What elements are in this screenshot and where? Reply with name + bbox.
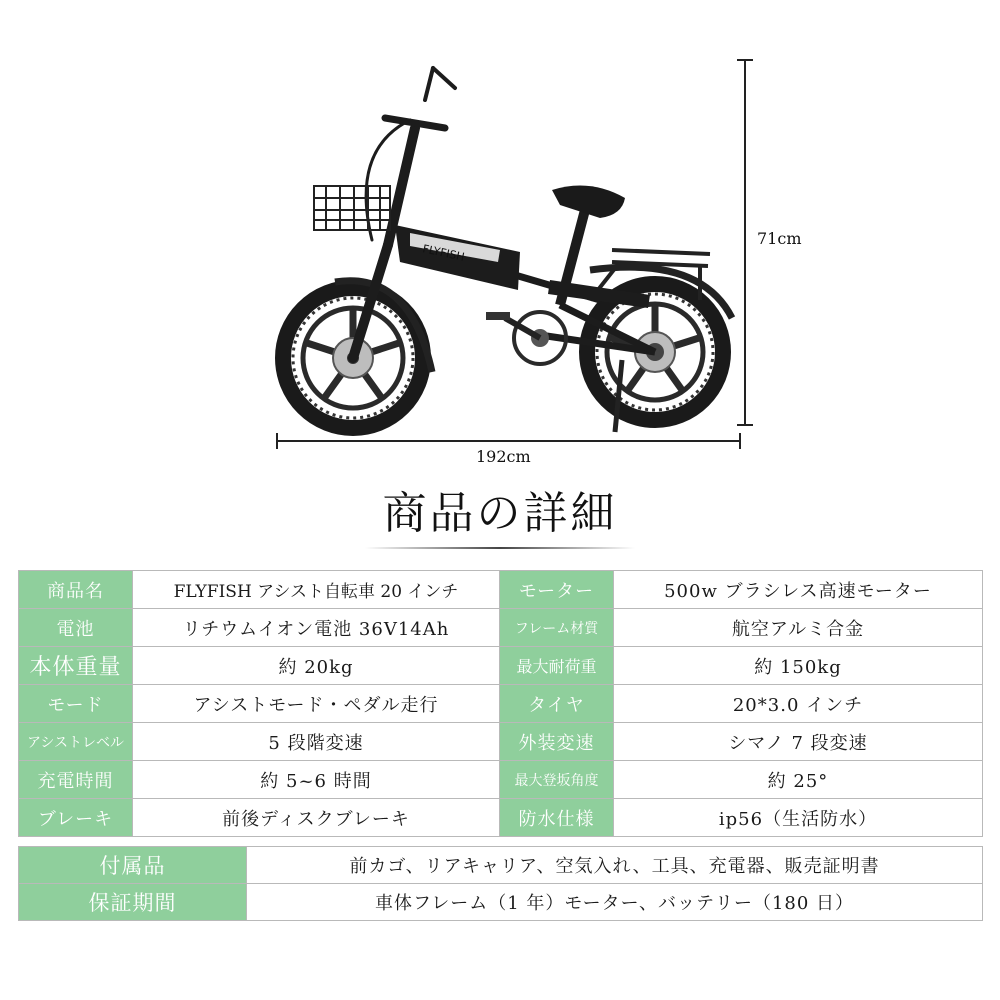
spec-label: モーター bbox=[500, 571, 614, 609]
table-row bbox=[19, 609, 983, 647]
spec-label: 外装変速 bbox=[500, 723, 614, 761]
spec-label: 充電時間 bbox=[19, 761, 133, 799]
title-divider bbox=[365, 547, 635, 549]
table-row bbox=[19, 571, 983, 609]
extras-label: 保証期間 bbox=[19, 884, 247, 921]
spec-value: アシストモード・ペダル走行 bbox=[133, 685, 500, 723]
spec-value: 約 5~6 時間 bbox=[133, 761, 500, 799]
spec-label: 防水仕様 bbox=[500, 799, 614, 837]
table-row bbox=[19, 723, 983, 761]
spec-value: 500w ブラシレス高速モーター bbox=[614, 571, 983, 609]
length-dimension-label: 192cm bbox=[476, 447, 531, 466]
spec-label: 本体重量 bbox=[19, 647, 133, 685]
spec-value: 約 20kg bbox=[133, 647, 500, 685]
spec-value: 航空アルミ合金 bbox=[614, 609, 983, 647]
extras-value: 前カゴ、リアキャリア、空気入れ、工具、充電器、販売証明書 bbox=[247, 847, 983, 884]
spec-value: FLYFISH アシスト自転車 20 インチ bbox=[133, 571, 500, 609]
table-row bbox=[19, 685, 983, 723]
product-figure bbox=[0, 0, 1000, 470]
spec-value: シマノ 7 段変速 bbox=[614, 723, 983, 761]
spec-value: 約 150kg bbox=[614, 647, 983, 685]
table-row bbox=[19, 799, 983, 837]
spec-label: 最大登坂角度 bbox=[500, 761, 614, 799]
spec-value: 20*3.0 インチ bbox=[614, 685, 983, 723]
spec-label: 電池 bbox=[19, 609, 133, 647]
spec-label: タイヤ bbox=[500, 685, 614, 723]
spec-value: リチウムイオン電池 36V14Ah bbox=[133, 609, 500, 647]
spec-value: ip56（生活防水） bbox=[614, 799, 983, 837]
spec-label: アシストレベル bbox=[19, 723, 133, 761]
table-row bbox=[19, 884, 983, 921]
spec-label: 最大耐荷重 bbox=[500, 647, 614, 685]
spec-table bbox=[18, 570, 983, 837]
extras-table bbox=[18, 846, 983, 921]
height-dimension-line bbox=[737, 60, 753, 425]
spec-label: ブレーキ bbox=[19, 799, 133, 837]
spec-value: 前後ディスクブレーキ bbox=[133, 799, 500, 837]
spec-label: モード bbox=[19, 685, 133, 723]
table-row bbox=[19, 761, 983, 799]
spec-value: 約 25° bbox=[614, 761, 983, 799]
table-row bbox=[19, 647, 983, 685]
height-dimension-label: 71cm bbox=[757, 229, 802, 248]
spec-value: 5 段階変速 bbox=[133, 723, 500, 761]
frame-brand-text: FLYFISH bbox=[421, 242, 466, 264]
extras-value: 車体フレーム（1 年）モーター、バッテリー（180 日） bbox=[247, 884, 983, 921]
section-title: 商品の詳細 bbox=[382, 488, 618, 539]
spec-label: 商品名 bbox=[19, 571, 133, 609]
extras-label: 付属品 bbox=[19, 847, 247, 884]
bike-image bbox=[0, 0, 1000, 470]
table-row bbox=[19, 847, 983, 884]
spec-label: フレーム材質 bbox=[500, 609, 614, 647]
